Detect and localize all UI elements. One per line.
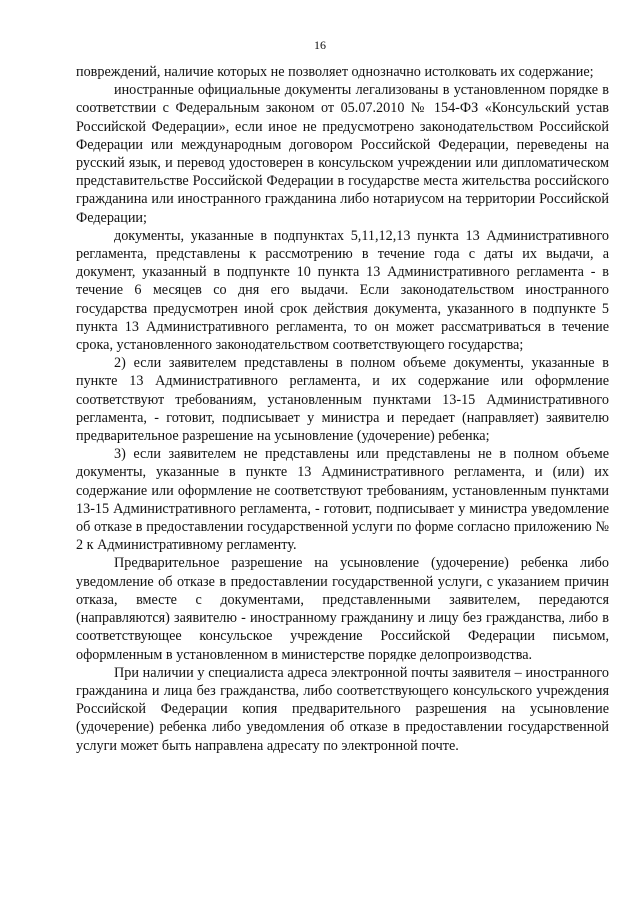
paragraph: документы, указанные в подпунктах 5,11,12,13 пункта 13 Административного регламента, представлены к рассмотрению в течение года с даты их выдачи, а документ, указанный в подпункте 10 пункта 13 Административного регламента - в течение 6 месяцев со дня его выдачи. Если законодательством иностранного государства предусмотрен иной срок действия документа, указанного в подпункте 5 пункта 13 Административного регламента, то он может рассматриваться в течение срока, установленного законодательством соответствующего государства; — [76, 227, 609, 354]
paragraph: повреждений, наличие которых не позволяет однозначно истолковать их содержание; — [76, 64, 594, 80]
paragraph: иностранные официальные документы легализованы в установленном порядке в соответствии с Федеральным законом от 05.07.2010 № 154-ФЗ «Консульский устав Российской Федерации», если иное не предусмотрено законодательством Российской Федерации или международным договором Российской Федерации, переведены на русский язык, и перевод удостоверен в консульском учреждении или дипломатическом представительстве Российской Федерации в государстве места жительства российского гражданина или иностранного гражданина либо нотариусом на территории Российской Федерации; — [76, 82, 609, 226]
paragraph: При наличии у специалиста адреса электронной почты заявителя – иностранного гражданина и лица без гражданства, либо соответствующего консульского учреждения Российской Федерации копия предварительного разрешения на усыновление (удочерение) ребенка либо уведомления об отказе в предоставлении государственной услуги может быть направлена адресату по электронной почте. — [76, 664, 609, 754]
paragraph: 2) если заявителем представлены в полном объеме документы, указанные в пункте 13 Административного регламента, и их содержание или оформление соответствуют требованиям, установленным пунктами 13-15 Административного регламента, - готовит, подписывает у министра и передает (направляет) заявителю предварительное разрешение на усыновление (удочерение) ребенка; — [76, 355, 609, 445]
paragraph: 3) если заявителем не представлены или представлены не в полном объеме документы, указанные в пункте 13 Административного регламента, и (или) их содержание или оформление не соответствуют требованиям, установленным пунктами 13-15 Административного регламента, - готовит, подписывает у министра уведомление об отказе в предоставлении государственной услуги по форме согласно приложению № 2 к Административному регламенту. — [76, 446, 609, 554]
document-body — [76, 63, 609, 755]
page-number: 16 — [314, 38, 326, 52]
paragraph: Предварительное разрешение на усыновление (удочерение) ребенка либо уведомление об отказе в предоставлении государственной услуги, с указанием причин отказа, вместе с документами, представленными заявителем, передаются (направляются) заявителю - иностранному гражданину и лицу без гражданства, либо в соответствующее консульское учреждение Российской Федерации письмом, оформленным в установленном в министерстве порядке делопроизводства. — [76, 555, 609, 663]
